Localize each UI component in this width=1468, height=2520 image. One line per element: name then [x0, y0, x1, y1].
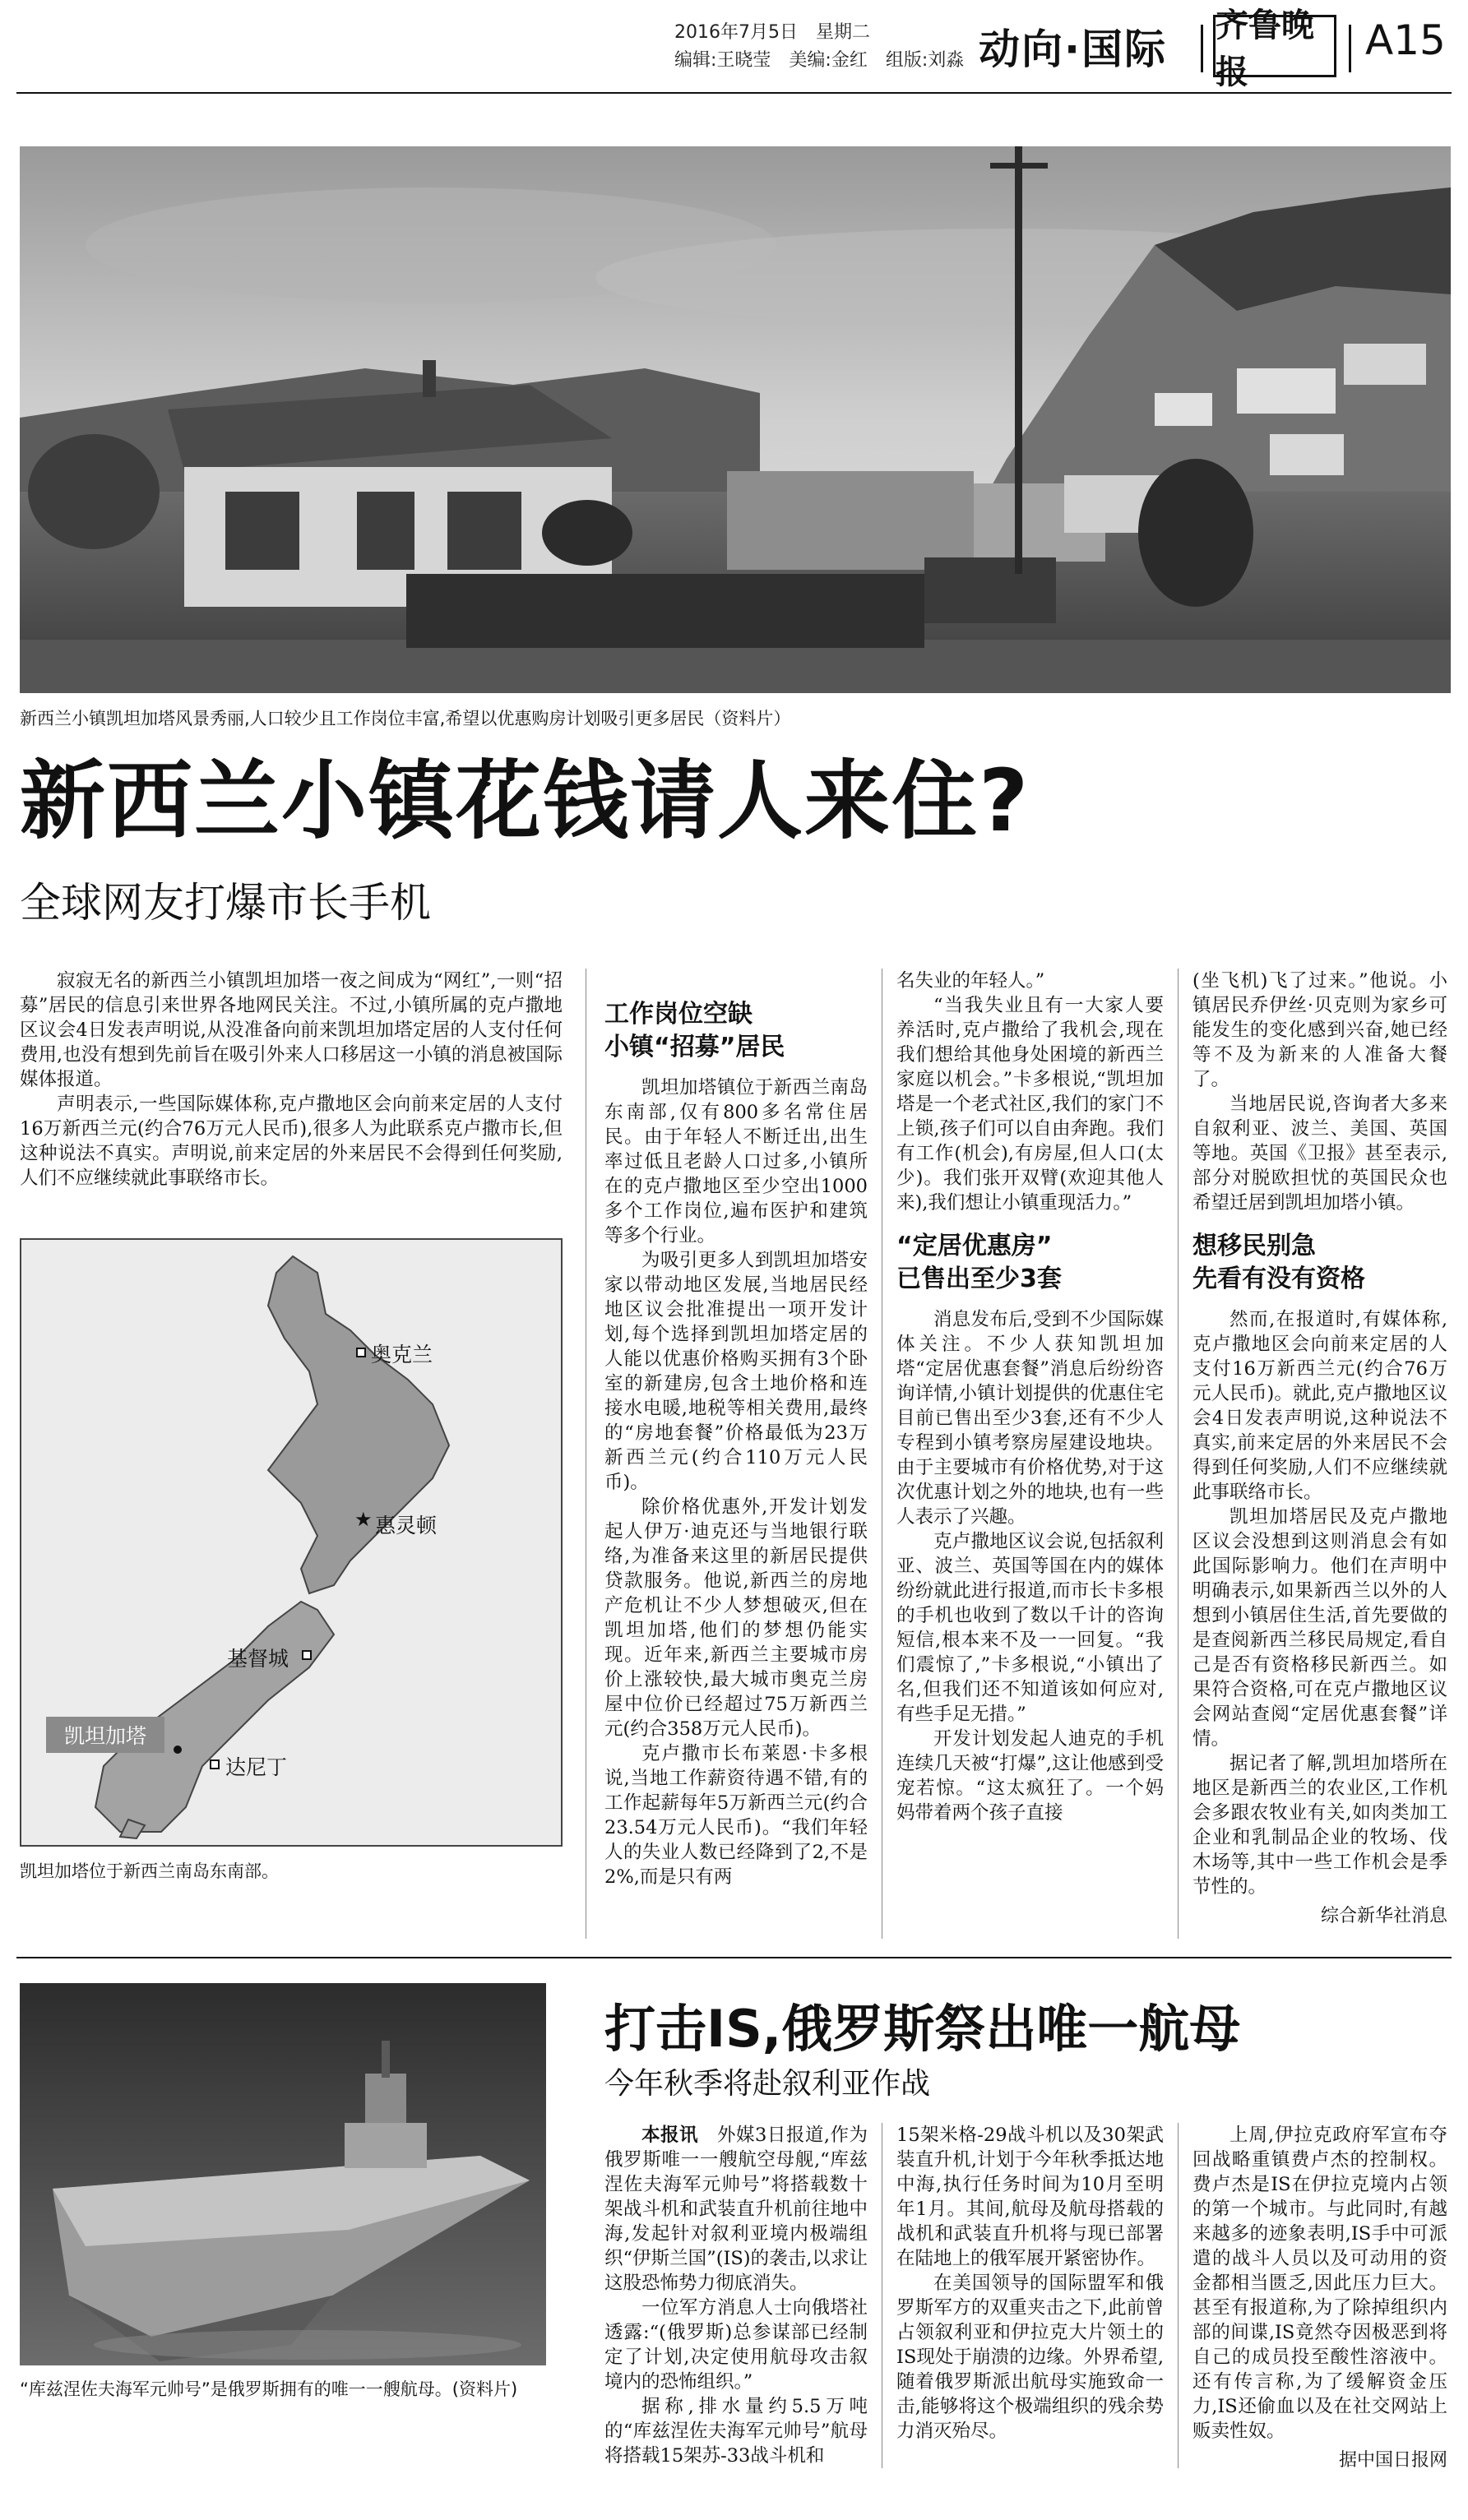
paragraph: 15架米格-29战斗机以及30架武装直升机,计划于今年秋季抵达地中海,执行任务时间为10月至明年1月。其间,航母及航母搭载的战机和武装直升机将与现已部署在陆地上的俄军展开紧密协作。 — [896, 2125, 1164, 2269]
dateline-tag: 本报讯 — [641, 2125, 699, 2146]
newspaper-logo: 齐鲁晚报 — [1213, 15, 1336, 77]
section-subhead: “定居优惠房” 已售出至少3套 — [896, 1232, 1062, 1293]
paragraph: 据称,排水量约5.5万吨的“库兹涅佐夫海军元帅号”航母将搭载15架苏-33战斗机和 — [604, 2396, 868, 2467]
paragraph: 外媒3日报道,作为俄罗斯唯一一艘航空母舰,“库兹涅佐夫海军元帅号”将搭载数十架战斗机和武装直升机前往地中海,发起针对叙利亚境内极端组织“伊斯兰国”(IS)的袭击,以求让这股恐怖势力彻底消失。 — [604, 2125, 868, 2294]
map-label-wellington: 惠灵顿 — [375, 1514, 438, 1537]
story-divider — [16, 1957, 1452, 1958]
town-photo-image — [20, 146, 1451, 693]
paragraph: 凯坦加塔镇位于新西兰南岛东南部,仅有800多名常住居民。由于年轻人不断迁出,出生率过低且老龄人口过多,小镇所在的克卢撒地区至少空出1000多个工作岗位,遍布医护和建筑等多个行业。 — [604, 1077, 868, 1246]
headline-2: 打击IS,俄罗斯祭出唯一航母 — [604, 1999, 1241, 2059]
carrier-photo-image — [20, 1983, 546, 2365]
article2-column-2 — [896, 2123, 1164, 2444]
page-number: A15 — [1365, 16, 1446, 64]
issue-date: 2016年7月5日 星期二 — [674, 22, 870, 43]
column-rule — [1178, 969, 1179, 1939]
paragraph: 克卢撒市长布莱恩·卡多根说,当地工作薪资待遇不错,有的工作起薪每年5万新西兰元(约合23.54万元人民币)。“我们年轻人的失业人数已经降到了2,不是2%,而是只有两 — [604, 1743, 868, 1888]
section-title: 动向·国际 — [979, 25, 1167, 73]
svg-text:★: ★ — [354, 1508, 373, 1531]
map-caption: 凯坦加塔位于新西兰南岛东南部。 — [20, 1861, 279, 1881]
masthead — [0, 0, 1468, 107]
paragraph: 当地居民说,咨询者大多来自叙利亚、波兰、美国、英国等地。英国《卫报》甚至表示,部分对脱欧担忧的英国民众也希望迁居到凯坦加塔小镇。 — [1192, 1094, 1447, 1214]
carrier-caption: “库兹涅佐夫海军元帅号”是俄罗斯拥有的唯一一艘航母。(资料片) — [20, 2379, 518, 2399]
lead-paragraph: 声明表示,一些国际媒体称,克卢撒地区会向前来定居的人支付16万新西兰元(约合76万元人民币),很多人为此联系克卢撒市长,但这种说法不真实。声明说,前来定居的外来居民不会得到任何奖励,人们不应继续就此事联络市长。 — [20, 1094, 563, 1189]
paragraph: “当我失业且有一大家人要养活时,克卢撒给了我机会,现在我们想给其他身处困境的新西兰家庭以机会。”卡多根说,“凯坦加塔是一个老式社区,我们的家门不上锁,孩子们可以自由奔跑。我们有工作(机会),有房屋,但人口(太少)。我们张开双臂(欢迎其他人来),我们想让小镇重现活力。” — [896, 995, 1164, 1214]
lead-paragraphs — [20, 969, 563, 1191]
paragraph: 一位军方消息人士向俄塔社透露:“(俄罗斯)总参谋部已经制定了计划,决定使用航母攻击叙境内的恐怖组织。” — [604, 2297, 868, 2393]
paragraph: 为吸引更多人到凯坦加塔安家以带动地区发展,当地居民经地区议会批准提出一项开发计划,每个选择到凯坦加塔定居的人能以优惠价格购买拥有3个卧室的新建房,包含土地价格和连接水电暖,地税等相关费用,最终的“房地套餐”价格最低为23万新西兰元(约合110万元人民币)。 — [604, 1250, 868, 1493]
staff-credits: 编辑:王晓莹 美编:金红 组版:刘淼 — [674, 50, 965, 71]
paragraph: 凯坦加塔居民及克卢撒地区议会没想到这则消息会有如此国际影响力。他们在声明中明确表示,如果新西兰以外的人想到小镇居住生活,首先要做的是查阅新西兰移民局规定,看自己是否有资格移民新西兰。如果符合资格,可在克卢撒地区议会网站查阅“定居优惠套餐”详情。 — [1192, 1506, 1447, 1750]
paragraph: 然而,在报道时,有媒体称,克卢撒地区会向前来定居的人支付16万新西兰元(约合76万元人民币)。就此,克卢撒地区议会4日发表声明说,这种说法不真实,前来定居的外来居民不会得到任何奖励,人们不应继续就此事联络市长。 — [1192, 1309, 1447, 1503]
map-label-dunedin: 达尼丁 — [225, 1755, 288, 1779]
article-column-2 — [896, 969, 1164, 1825]
paragraph: 开发计划发起人迪克的手机连续几天被“打爆”,这让他感到受宠若惊。“这太疯狂了。一个妈妈带着两个孩子直接 — [896, 1728, 1164, 1824]
headline: 新西兰小镇花钱请人来住? — [20, 751, 1030, 851]
subheadline-2: 今年秋季将赴叙利亚作战 — [604, 2067, 931, 2101]
column-rule — [1178, 2123, 1179, 2468]
map-graphic — [21, 1240, 563, 1847]
new-zealand-map — [20, 1238, 563, 1847]
section-subhead: 想移民别急 先看有没有资格 — [1192, 1232, 1365, 1293]
article-column-1 — [604, 993, 868, 1889]
masthead-divider — [1201, 25, 1203, 72]
article-column-3 — [1192, 969, 1447, 1929]
map-label-christchurch: 基督城 — [227, 1647, 289, 1671]
paragraph: 名失业的年轻人。” — [896, 970, 1045, 992]
paragraph: 消息发布后,受到不少国际媒体关注。不少人获知凯坦加塔“定居优惠套餐”消息后纷纷咨询详情,小镇计划提供的优惠住宅目前已售出至少3套,还有不少人专程到小镇考察房屋建设地块。由于主要城市有价格优势,对于这次优惠计划之外的地块,也有一些人表示了兴趣。 — [896, 1309, 1164, 1528]
paragraph: 在美国领导的国际盟军和俄罗斯军方的双重夹击之下,此前曾占领叙利亚和伊拉克大片领土的IS现处于崩溃的边缘。外界希望,随着俄罗斯派出航母实施致命一击,能够将这个极端组织的残余势力消灭殆尽。 — [896, 2273, 1164, 2442]
map-label-kaitangata: 凯坦加塔 — [46, 1717, 164, 1753]
paragraph: 除价格优惠外,开发计划发起人伊万·迪克还与当地银行联络,为准备来这里的新居民提供贷款服务。他说,新西兰的房地产危机让不少人梦想破灭,但在凯坦加塔,他们的梦想仍能实现。近年来,新西兰主要城市房价上涨较快,最大城市奥克兰房屋中位价已经超过75万新西兰元(约合358万元人民币)。 — [604, 1496, 868, 1740]
masthead-rule — [16, 92, 1452, 94]
masthead-divider — [1349, 25, 1351, 72]
map-label-auckland: 奥克兰 — [371, 1343, 433, 1366]
article2-column-3 — [1192, 2123, 1447, 2473]
paragraph: (坐飞机)飞了过来。”他说。小镇居民乔伊丝·贝克则为家乡可能发生的变化感到兴奋,她已经等不及为新来的人准备大餐了。 — [1192, 970, 1447, 1090]
carrier-photo — [20, 1983, 546, 2365]
source-credit: 综合新华社消息 — [1320, 1906, 1447, 1926]
lead-paragraph: 寂寂无名的新西兰小镇凯坦加塔一夜之间成为“网红”,一则“招募”居民的信息引来世界各地网民关注。不过,小镇所属的克卢撒地区议会4日发表声明说,从没准备向前来凯坦加塔定居的人支付任何费用,也没有想到先前旨在吸引外来人口移居这一小镇的消息被国际媒体报道。 — [20, 970, 563, 1090]
town-photo — [20, 146, 1451, 693]
paragraph: 上周,伊拉克政府军宣布夺回战略重镇费卢杰的控制权。费卢杰是IS在伊拉克境内占领的第一个城市。与此同时,有越来越多的迹象表明,IS手中可派遣的战斗人员以及可动用的资金都相当匮乏,因此压力巨大。甚至有报道称,为了除掉组织内部的间谍,IS竟然夺因极恶到将自己的成员投至酸性溶液中。还有传言称,为了缓解资金压力,IS还偷血以及在社交网站上贩卖性奴。 — [1192, 2125, 1447, 2442]
photo-caption: 新西兰小镇凯坦加塔风景秀丽,人口较少且工作岗位丰富,希望以优惠购房计划吸引更多居民（资料片） — [20, 709, 791, 728]
source-credit: 据中国日报网 — [1338, 2450, 1447, 2471]
subheadline: 全球网友打爆市长手机 — [20, 879, 431, 927]
paragraph: 克卢撒地区议会说,包括叙利亚、波兰、英国等国在内的媒体纷纷就此进行报道,而市长卡多根的手机也收到了数以千计的咨询短信,根本来不及一一回复。“我们震惊了,”卡多根说,“小镇出了名,但我们还不知道该如何应对,有些手足无措。” — [896, 1531, 1164, 1725]
section-subhead: 工作岗位空缺 小镇“招募”居民 — [604, 1000, 785, 1061]
paragraph: 据记者了解,凯坦加塔所在地区是新西兰的农业区,工作机会多跟农牧业有关,如肉类加工企业和乳制品企业的牧场、伐木场等,其中一些工作机会是季节性的。 — [1192, 1753, 1447, 1898]
article2-column-1 — [604, 2123, 868, 2468]
